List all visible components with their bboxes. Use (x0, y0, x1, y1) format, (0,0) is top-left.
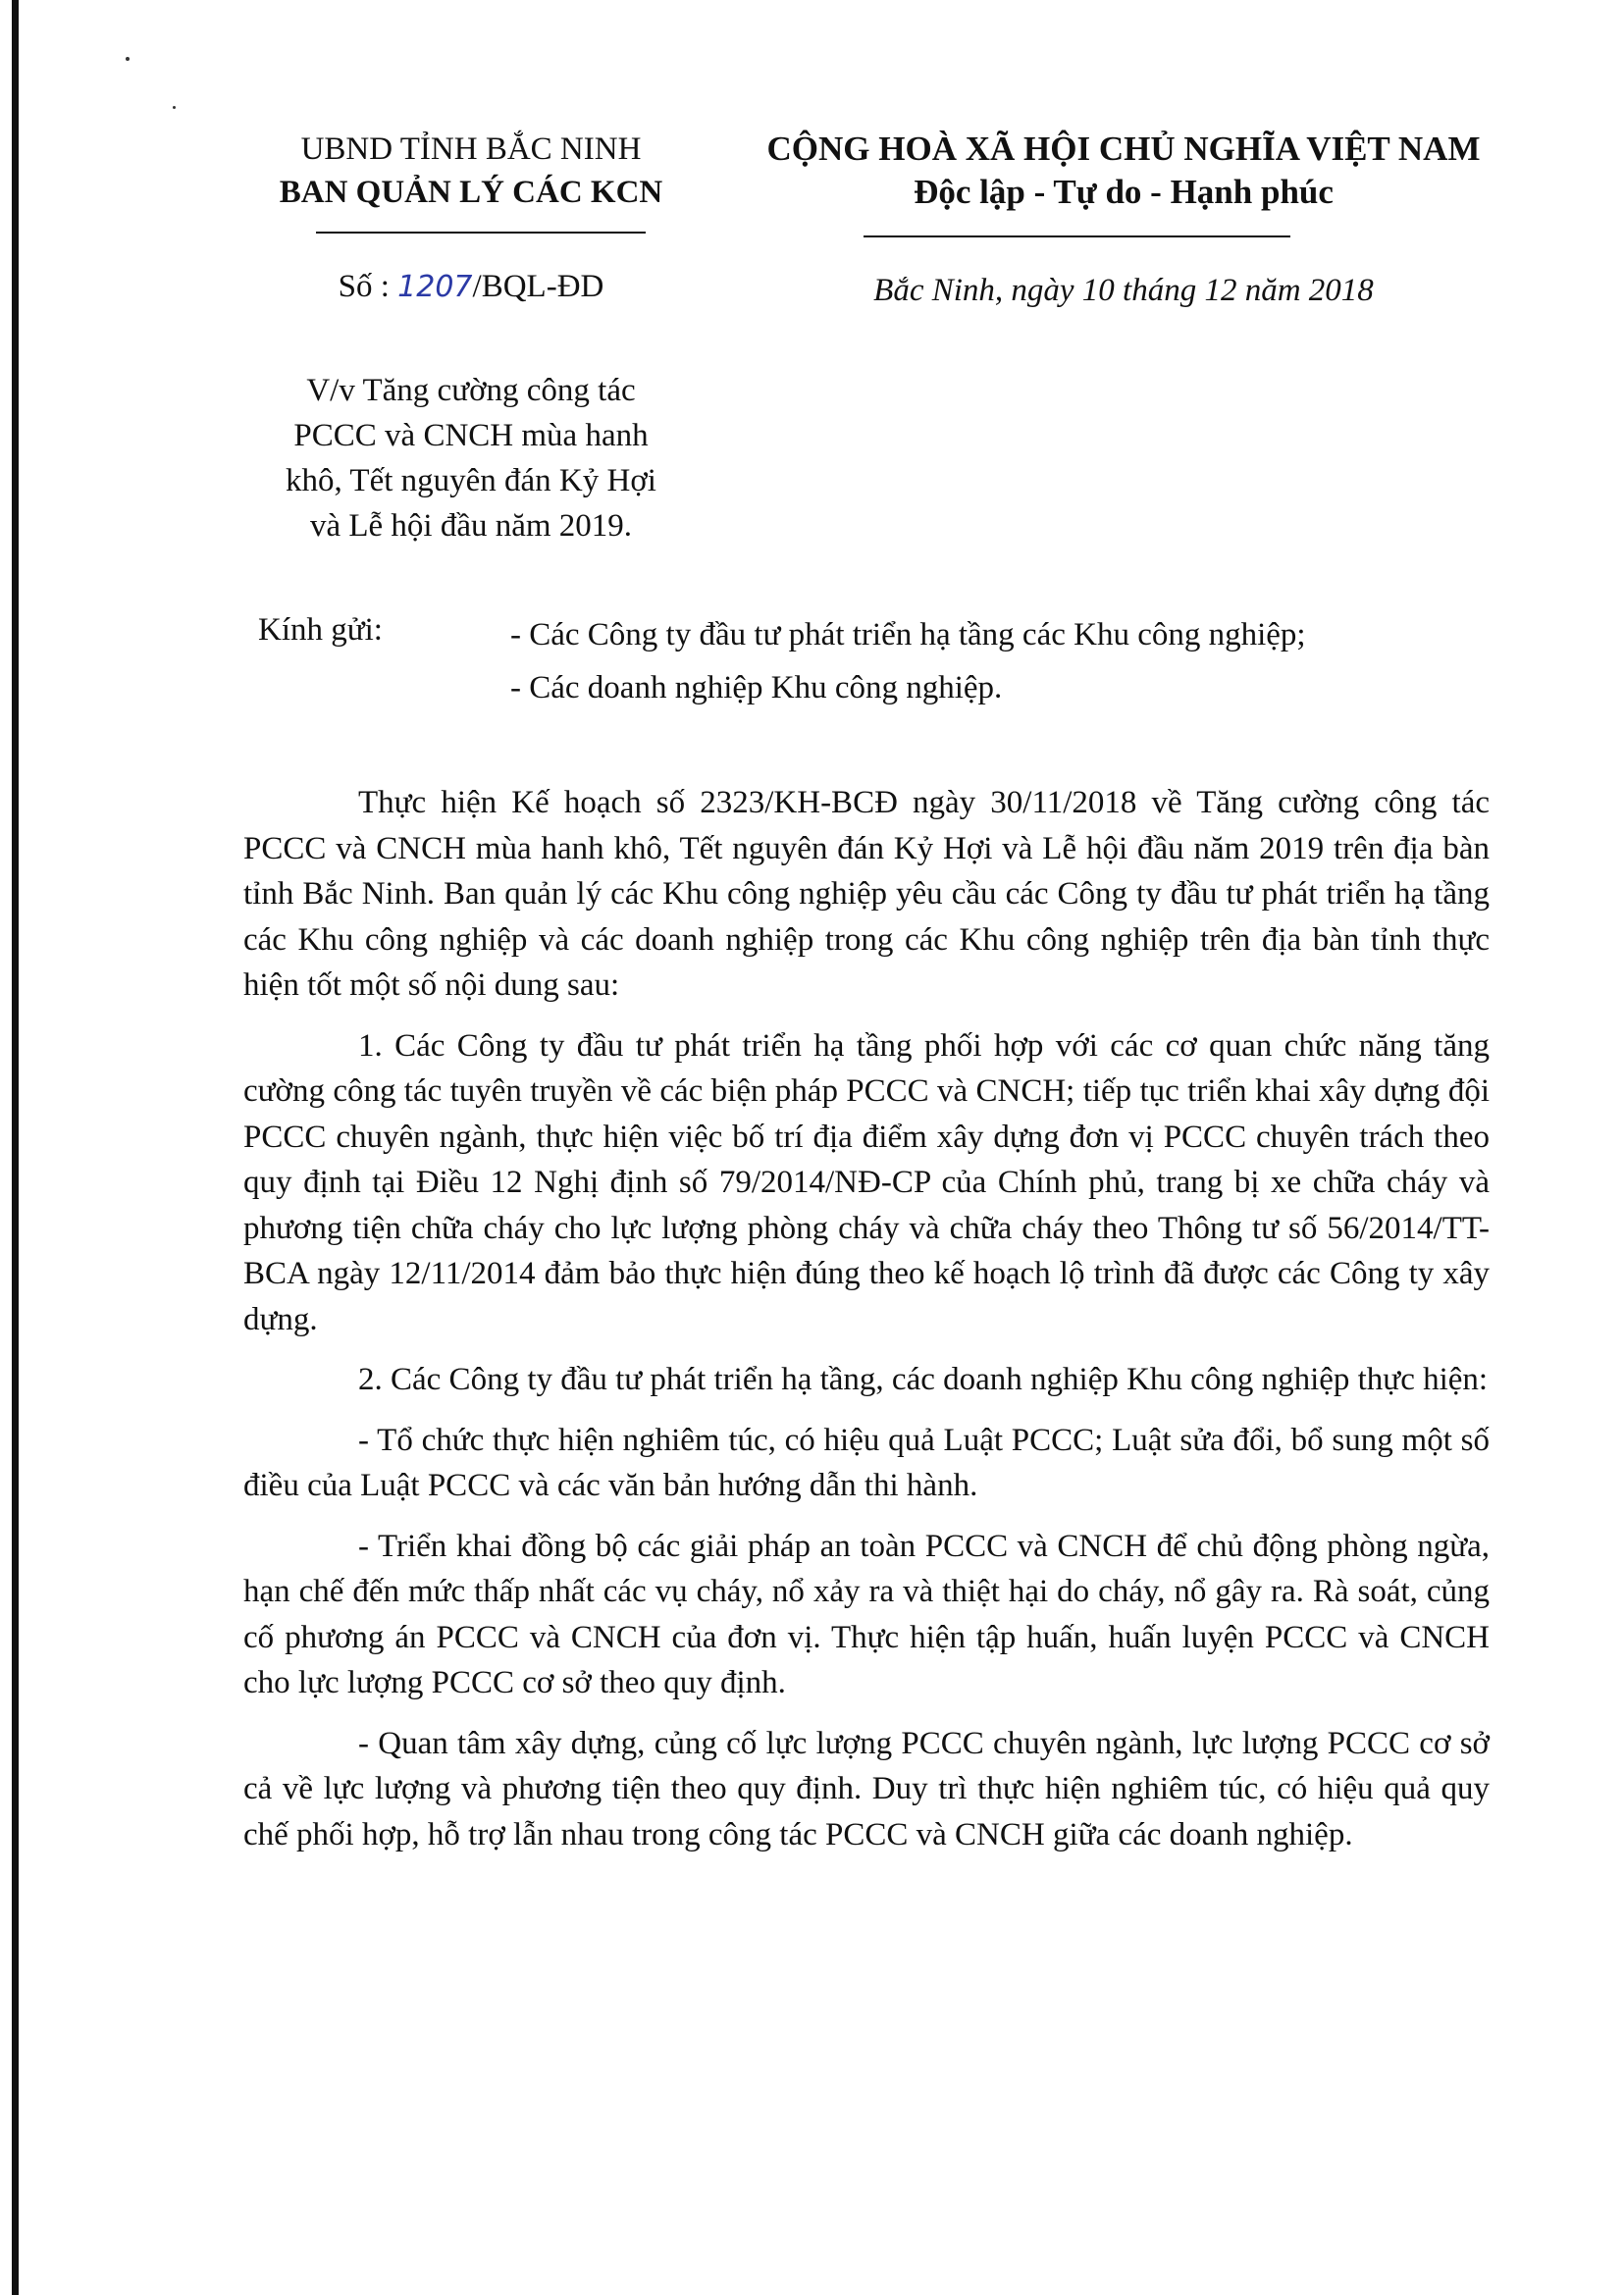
document-date: Bắc Ninh, ngày 10 tháng 12 năm 2018 (873, 273, 1374, 308)
letter-body (243, 780, 1490, 1872)
scan-border-edge (12, 0, 19, 2295)
body-paragraph: - Tổ chức thực hiện nghiêm túc, có hiệu quả Luật PCCC; Luật sửa đổi, bổ sung một số điều của Luật PCCC và các văn bản hướng dẫn thi hành. (243, 1422, 1490, 1503)
subject-block (216, 368, 726, 548)
handwritten-number: 1207 (397, 270, 473, 304)
authority-underline (316, 232, 646, 234)
authority-name: BAN QUẢN LÝ CÁC KCN (279, 175, 663, 210)
body-paragraph: 1. Các Công ty đầu tư phát triển hạ tầng phối hợp với các cơ quan chức năng tăng cường công tác tuyên truyền về các biện pháp PCCC và CNCH; tiếp tục triển khai xây dựng đội PCCC chuyên ngành, thực hiện việc bố trí địa điểm xây dựng đơn vị PCCC chuyên trách theo quy định tại Điều 12 Nghị định số 79/2014/NĐ-CP của Chính phủ, trang bị xe chữa cháy và phương tiện chữa cháy cho lực lượng phòng cháy và chữa cháy theo Thông tư số 56/2014/TT-BCA ngày 12/11/2014 đảm bảo thực hiện đúng theo kế hoạch lộ trình đã được các Công ty xây dựng. (243, 1027, 1490, 1337)
subject-line: và Lễ hội đầu năm 2019. (309, 508, 633, 544)
body-paragraph: 2. Các Công ty đầu tư phát triển hạ tầng, các doanh nghiệp Khu công nghiệp thực hiện: (358, 1362, 1489, 1397)
country-name: CỘNG HOÀ XÃ HỘI CHỦ NGHĨA VIỆT NAM (766, 130, 1481, 168)
recipients-label: Kính gửi: (258, 612, 383, 648)
recipients-list (510, 608, 1306, 714)
subject-line: PCCC và CNCH mùa hanh (293, 418, 649, 453)
body-paragraph: - Triển khai đồng bộ các giải pháp an toàn PCCC và CNCH để chủ động phòng ngừa, hạn chế đến mức thấp nhất các vụ cháy, nổ xảy ra và thiệt hại do cháy, nổ gây ra. Rà soát, củng cố phương án PCCC và CNCH của đơn vị. Thực hiện tập huấn, huấn luyện PCCC và CNCH cho lực lượng PCCC cơ sở theo quy định. (243, 1528, 1490, 1700)
scan-speck (173, 106, 176, 109)
national-motto (731, 128, 1516, 214)
subject-line: V/v Tăng cường công tác (306, 373, 636, 408)
scan-speck (126, 57, 130, 61)
authority-parent: UBND TỈNH BẮC NINH (300, 131, 642, 167)
body-paragraph: Thực hiện Kế hoạch số 2323/KH-BCĐ ngày 30/11/2018 về Tăng cường công tác PCCC và CNCH mùa hanh khô, Tết nguyên đán Kỷ Hợi và Lễ hội đầu năm 2019 trên địa bàn tỉnh Bắc Ninh. Ban quản lý các Khu công nghiệp yêu cầu các Công ty đầu tư phát triển hạ tầng các Khu công nghiệp và các doanh nghiệp trong các Khu công nghiệp trên địa bàn tỉnh thực hiện tốt một số nội dung sau: (243, 785, 1490, 1003)
recipient-item: - Các Công ty đầu tư phát triển hạ tầng các Khu công nghiệp; (510, 617, 1306, 652)
motto: Độc lập - Tự do - Hạnh phúc (914, 173, 1334, 211)
document-number-prefix: Số : (338, 269, 398, 304)
subject-line: khô, Tết nguyên đán Kỷ Hợi (286, 463, 656, 498)
recipient-item: - Các doanh nghiệp Khu công nghiệp. (510, 670, 1003, 705)
issuing-authority (265, 128, 677, 214)
body-paragraph: - Quan tâm xây dựng, củng cố lực lượng PCCC chuyên ngành, lực lượng PCCC cơ sở cả về lực lượng và phương tiện theo quy định. Duy trì thực hiện nghiêm túc, có hiệu quả quy chế phối hợp, hỗ trợ lẫn nhau trong công tác PCCC và CNCH giữa các doanh nghiệp. (243, 1725, 1490, 1852)
document-number (265, 265, 677, 309)
document-number-suffix: /BQL-ĐD (472, 269, 604, 304)
motto-underline (864, 235, 1290, 237)
